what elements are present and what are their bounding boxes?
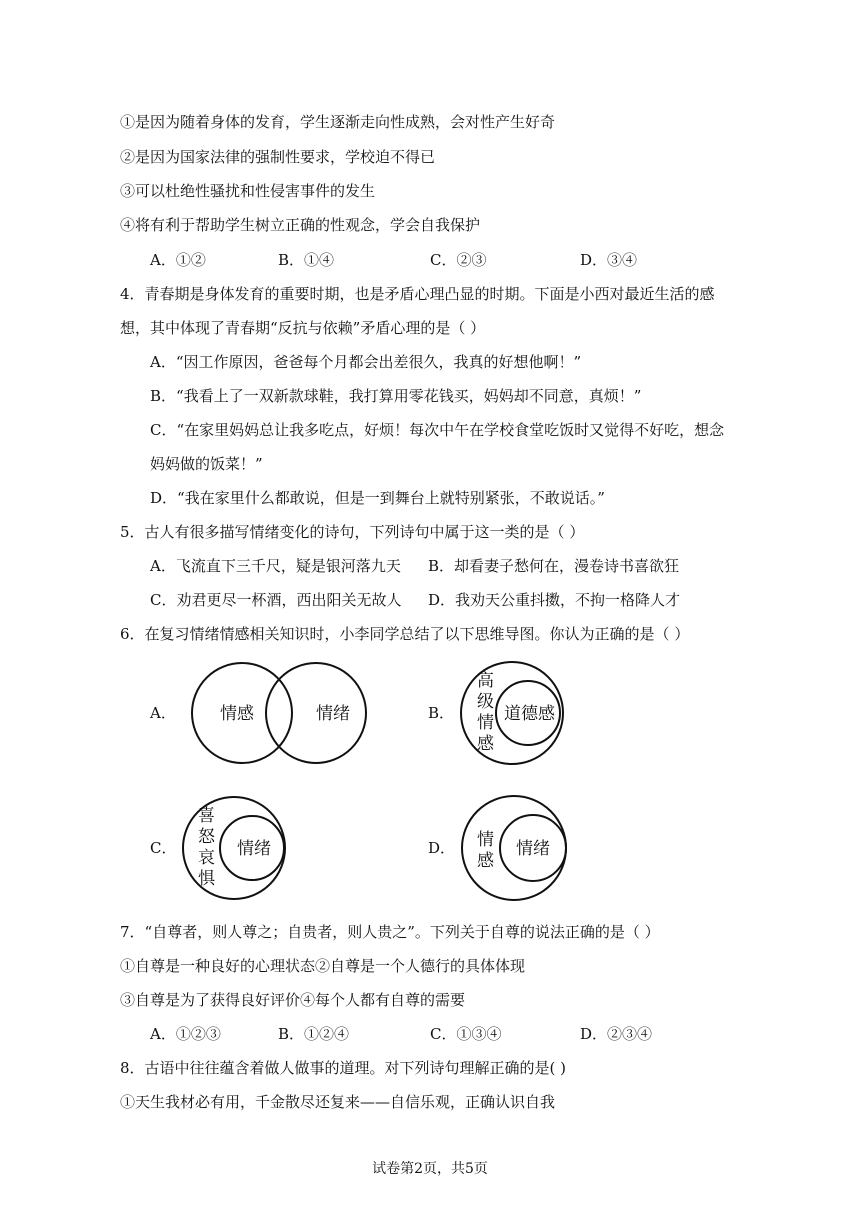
d-inner-label: 情绪: [516, 839, 550, 859]
q4-option-c-cont: 妈妈做的饭菜！”: [150, 455, 263, 473]
q7-option-d: D．②③④: [580, 1025, 653, 1043]
q4-stem-line-2: 想，其中体现了青春期“反抗与依赖”矛盾心理的是（ ）: [120, 319, 486, 337]
page-footer: 试卷第2页，共5页: [372, 1161, 488, 1177]
q5-option-d: D．我劝天公重抖擞，不拘一格降人才: [428, 591, 681, 609]
q6-diagram-c-nested: [176, 795, 296, 905]
q4-option-b: B．“我看上了一双新款球鞋，我打算用零花钱买，妈妈却不同意，真烦！”: [150, 387, 642, 405]
q6-diagram-a-venn: [176, 662, 386, 772]
q6-stem: 6．在复习情绪情感相关知识时，小李同学总结了以下思维导图。你认为正确的是（ ）: [120, 625, 690, 643]
q3-statement-1: ①是因为随着身体的发育，学生逐渐走向性成熟，会对性产生好奇: [120, 113, 556, 131]
venn-left-label: 情感: [220, 704, 254, 724]
q7-option-c: C．①③④: [430, 1025, 502, 1043]
q7-statements-line-1: ①自尊是一种良好的心理状态②自尊是一个人德行的具体体现: [120, 957, 526, 975]
q3-statement-4: ④将有利于帮助学生树立正确的性观念，学会自我保护: [120, 216, 481, 234]
q5-option-a: A．飞流直下三千尺，疑是银河落九天: [150, 557, 401, 575]
q3-option-b: B．①④: [278, 251, 335, 269]
c-outer-char-3: 哀: [198, 848, 215, 868]
d-outer-char-2: 感: [477, 851, 494, 871]
c-inner-label: 情绪: [237, 839, 271, 859]
q6-diagram-a-letter: A．: [150, 704, 176, 722]
venn-right-label: 情绪: [316, 704, 350, 724]
q6-diagram-b-nested: [454, 660, 574, 770]
q5-stem: 5．古人有很多描写情绪变化的诗句，下列诗句中属于这一类的是（ ）: [120, 523, 585, 541]
q7-stem: 7．“自尊者，则人尊之；自贵者，则人贵之”。下列关于自尊的说法正确的是（ ）: [120, 923, 660, 941]
q7-option-b: B．①②④: [278, 1025, 350, 1043]
q3-option-a: A．①②: [150, 251, 206, 269]
c-outer-char-4: 惧: [198, 869, 215, 889]
q4-option-a: A．“因工作原因，爸爸每个月都会出差很久，我真的好想他啊！”: [150, 353, 582, 371]
q6-diagram-d-letter: D．: [428, 839, 456, 857]
q7-statements-line-2: ③自尊是为了获得良好评价④每个人都有自尊的需要: [120, 991, 466, 1009]
q4-stem-line-1: 4．青春期是身体发育的重要时期，也是矛盾心理凸显的时期。下面是小西对最近生活的感: [120, 285, 715, 303]
q8-stem: 8．古语中往往蕴含着做人做事的道理。对下列诗句理解正确的是( ): [120, 1059, 567, 1077]
c-outer-char-2: 怒: [198, 827, 215, 847]
q3-option-c: C．②③: [430, 251, 487, 269]
b-inner-label: 道德感: [504, 704, 555, 724]
q4-option-d: D．“我在家里什么都敢说，但是一到舞台上就特别紧张，不敢说话。”: [150, 489, 605, 507]
q8-statement-1: ①天生我材必有用，千金散尽还复来——自信乐观，正确认识自我: [120, 1093, 556, 1111]
q6-diagram-d-nested: [454, 795, 578, 905]
c-outer-char-1: 喜: [198, 806, 215, 826]
q5-option-c: C．劝君更尽一杯酒，西出阳关无故人: [150, 591, 402, 609]
b-outer-char-2: 级: [477, 692, 494, 712]
b-outer-char-1: 高: [477, 671, 494, 691]
q3-option-d: D．③④: [580, 251, 638, 269]
d-outer-char-1: 情: [477, 830, 494, 850]
q3-statement-2: ②是因为国家法律的强制性要求，学校迫不得已: [120, 148, 436, 166]
q6-diagram-b-letter: B．: [428, 704, 455, 722]
q7-option-a: A．①②③: [150, 1025, 221, 1043]
q4-option-c: C．“在家里妈妈总让我多吃点，好烦！每次中午在学校食堂吃饭时又觉得不好吃，想念: [150, 421, 725, 439]
q5-option-b: B．却看妻子愁何在，漫卷诗书喜欲狂: [428, 557, 680, 575]
q3-statement-3: ③可以杜绝性骚扰和性侵害事件的发生: [120, 182, 376, 200]
q6-diagram-c-letter: C．: [150, 839, 177, 857]
b-outer-char-3: 情: [477, 713, 494, 733]
b-outer-char-4: 感: [477, 734, 494, 754]
